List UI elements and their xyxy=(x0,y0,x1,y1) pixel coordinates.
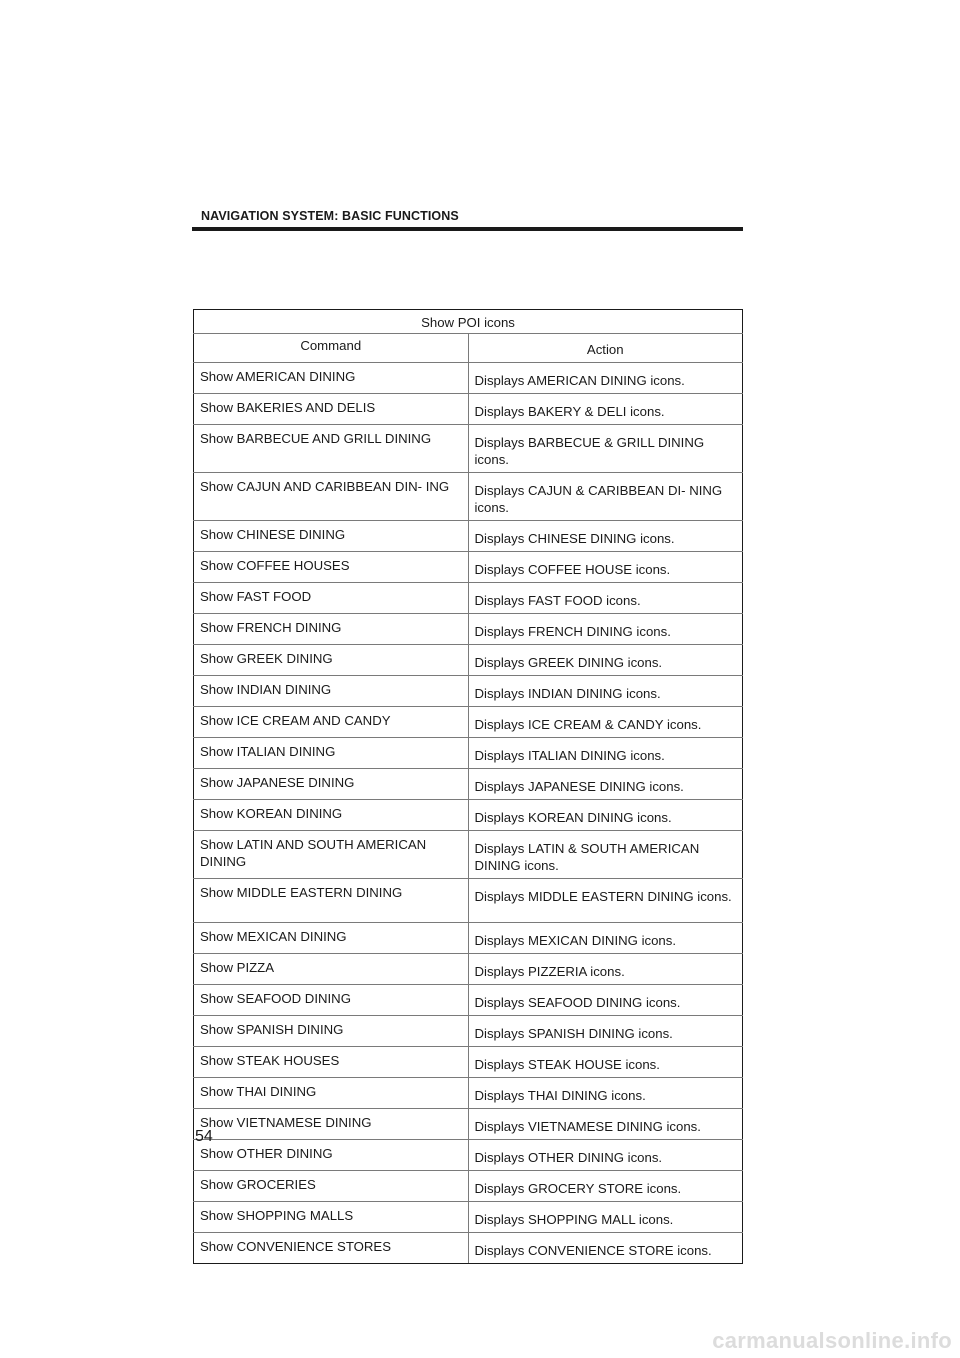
table-row xyxy=(194,614,743,645)
action-cell: Displays INDIAN DINING icons. xyxy=(468,676,743,707)
table-row xyxy=(194,394,743,425)
command-cell: Show KOREAN DINING xyxy=(194,800,469,831)
watermark[interactable]: carmanualsonline.info xyxy=(712,1328,952,1353)
header-rule xyxy=(192,227,743,231)
command-cell: Show OTHER DINING xyxy=(194,1140,469,1171)
command-cell: Show BAKERIES AND DELIS xyxy=(194,394,469,425)
table-row xyxy=(194,583,743,614)
command-cell: Show SEAFOOD DINING xyxy=(194,985,469,1016)
action-cell: Displays BARBECUE & GRILL DINING icons. xyxy=(468,425,743,473)
command-cell: Show GREEK DINING xyxy=(194,645,469,676)
action-cell: Displays MEXICAN DINING icons. xyxy=(468,923,743,954)
action-cell: Displays SEAFOOD DINING icons. xyxy=(468,985,743,1016)
command-cell: Show FRENCH DINING xyxy=(194,614,469,645)
table-row xyxy=(194,1047,743,1078)
table-row xyxy=(194,1140,743,1171)
poi-command-table xyxy=(193,309,743,1264)
action-cell: Displays SHOPPING MALL icons. xyxy=(468,1202,743,1233)
action-cell: Displays STEAK HOUSE icons. xyxy=(468,1047,743,1078)
table-row xyxy=(194,1202,743,1233)
action-cell: Displays GROCERY STORE icons. xyxy=(468,1171,743,1202)
command-cell: Show CONVENIENCE STORES xyxy=(194,1233,469,1264)
table-row xyxy=(194,1078,743,1109)
table-row xyxy=(194,923,743,954)
action-cell: Displays KOREAN DINING icons. xyxy=(468,800,743,831)
table-row xyxy=(194,676,743,707)
table-header-row xyxy=(194,334,743,363)
action-cell: Displays OTHER DINING icons. xyxy=(468,1140,743,1171)
table-row xyxy=(194,954,743,985)
command-cell: Show ICE CREAM AND CANDY xyxy=(194,707,469,738)
table-row xyxy=(194,769,743,800)
action-cell: Displays SPANISH DINING icons. xyxy=(468,1016,743,1047)
command-cell: Show FAST FOOD xyxy=(194,583,469,614)
table-row xyxy=(194,363,743,394)
table-title-row xyxy=(194,310,743,334)
table-row xyxy=(194,707,743,738)
table-row xyxy=(194,1171,743,1202)
command-cell: Show INDIAN DINING xyxy=(194,676,469,707)
table-row xyxy=(194,521,743,552)
action-cell: Displays CAJUN & CARIBBEAN DI- NING icons. xyxy=(468,473,743,521)
action-cell: Displays FAST FOOD icons. xyxy=(468,583,743,614)
action-cell: Displays VIETNAMESE DINING icons. xyxy=(468,1109,743,1140)
command-cell: Show STEAK HOUSES xyxy=(194,1047,469,1078)
command-cell: Show SHOPPING MALLS xyxy=(194,1202,469,1233)
table-row xyxy=(194,1109,743,1140)
action-cell: Displays ITALIAN DINING icons. xyxy=(468,738,743,769)
command-cell: Show JAPANESE DINING xyxy=(194,769,469,800)
command-cell: Show CAJUN AND CARIBBEAN DIN- ING xyxy=(194,473,469,521)
action-cell: Displays MIDDLE EASTERN DINING icons. xyxy=(468,879,743,923)
command-cell: Show AMERICAN DINING xyxy=(194,363,469,394)
action-cell: Displays ICE CREAM & CANDY icons. xyxy=(468,707,743,738)
command-cell: Show PIZZA xyxy=(194,954,469,985)
table-row xyxy=(194,831,743,879)
action-cell: Displays BAKERY & DELI icons. xyxy=(468,394,743,425)
table-row xyxy=(194,1016,743,1047)
command-cell: Show ITALIAN DINING xyxy=(194,738,469,769)
table-row xyxy=(194,879,743,923)
table-title: Show POI icons xyxy=(194,310,743,334)
command-cell: Show CHINESE DINING xyxy=(194,521,469,552)
command-cell: Show LATIN AND SOUTH AMERICAN DINING xyxy=(194,831,469,879)
command-cell: Show COFFEE HOUSES xyxy=(194,552,469,583)
table-row xyxy=(194,985,743,1016)
command-cell: Show MEXICAN DINING xyxy=(194,923,469,954)
section-title: NAVIGATION SYSTEM: BASIC FUNCTIONS xyxy=(201,209,459,223)
command-cell: Show VIETNAMESE DINING xyxy=(194,1109,469,1140)
command-cell: Show BARBECUE AND GRILL DINING xyxy=(194,425,469,473)
action-cell: Displays CHINESE DINING icons. xyxy=(468,521,743,552)
action-cell: Displays PIZZERIA icons. xyxy=(468,954,743,985)
table-row xyxy=(194,800,743,831)
action-cell: Displays JAPANESE DINING icons. xyxy=(468,769,743,800)
table-row xyxy=(194,425,743,473)
table-row xyxy=(194,738,743,769)
command-cell: Show SPANISH DINING xyxy=(194,1016,469,1047)
table-row xyxy=(194,473,743,521)
page-number: 54 xyxy=(195,1128,213,1145)
command-cell: Show THAI DINING xyxy=(194,1078,469,1109)
action-cell: Displays COFFEE HOUSE icons. xyxy=(468,552,743,583)
column-header-command: Command xyxy=(194,334,469,363)
table-row xyxy=(194,1233,743,1264)
column-header-action: Action xyxy=(468,334,743,363)
command-cell: Show GROCERIES xyxy=(194,1171,469,1202)
action-cell: Displays LATIN & SOUTH AMERICAN DINING icons. xyxy=(468,831,743,879)
table-row xyxy=(194,552,743,583)
action-cell: Displays THAI DINING icons. xyxy=(468,1078,743,1109)
action-cell: Displays CONVENIENCE STORE icons. xyxy=(468,1233,743,1264)
action-cell: Displays GREEK DINING icons. xyxy=(468,645,743,676)
action-cell: Displays AMERICAN DINING icons. xyxy=(468,363,743,394)
command-cell: Show MIDDLE EASTERN DINING xyxy=(194,879,469,923)
action-cell: Displays FRENCH DINING icons. xyxy=(468,614,743,645)
table-row xyxy=(194,645,743,676)
